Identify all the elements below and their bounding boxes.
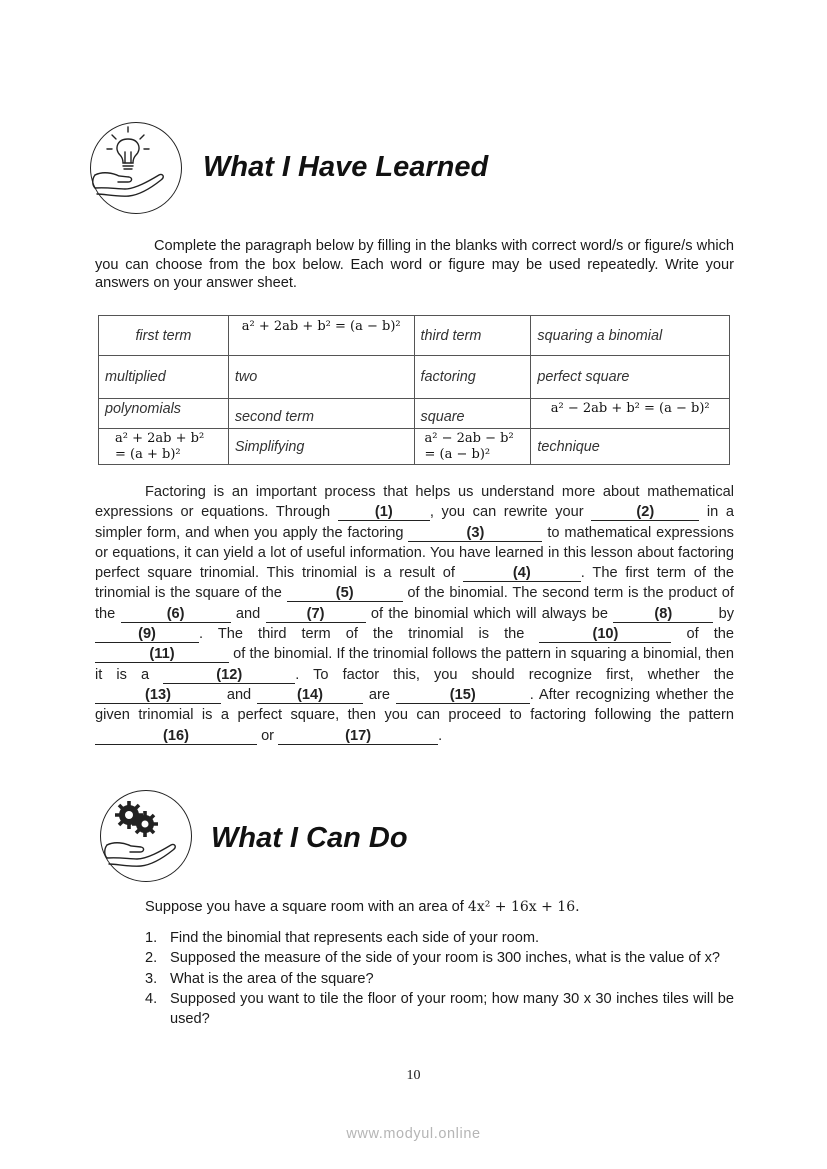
task-list xyxy=(145,928,734,1029)
word-box-cell: first term xyxy=(99,316,229,356)
paragraph-text: of the binomial. The second term is the product of the xyxy=(95,585,734,622)
blank-16: (16) xyxy=(95,728,257,745)
word-box-cell: squaring a binomial xyxy=(531,316,730,356)
paragraph-text: . xyxy=(438,727,443,744)
word-box-cell: second term xyxy=(228,399,414,429)
math-line: = (a + b)² xyxy=(115,446,181,462)
task-intro xyxy=(145,899,580,915)
math-line: a² + 2ab + b² xyxy=(115,430,205,446)
word-box-cell: third term xyxy=(414,316,531,356)
item-number: 3. xyxy=(145,970,158,987)
area-expression: 4x² + 16x + 16. xyxy=(467,899,580,915)
blank-6: (6) xyxy=(121,606,231,623)
paragraph-text: and xyxy=(235,605,261,622)
list-item xyxy=(145,928,734,948)
paragraph-text: of the binomial which will always be xyxy=(370,605,608,622)
word-box-cell: a² − 2ab + b² = (a − b)² xyxy=(531,399,730,429)
blank-11: (11) xyxy=(95,646,229,663)
item-text: Find the binomial that represents each side of your room. xyxy=(170,930,540,946)
page-number: 10 xyxy=(406,1068,421,1083)
gears-hand-icon xyxy=(100,790,192,882)
blank-10: (10) xyxy=(539,626,671,643)
paragraph-text: of the xyxy=(686,626,735,643)
word-box xyxy=(98,315,730,465)
word-box-cell: a² + 2ab + b² = (a − b)² xyxy=(228,316,414,356)
item-text: What is the area of the square? xyxy=(170,970,374,987)
paragraph-text: Factoring is an important process that helps us understand more about mathematical expressions or equations. Through xyxy=(95,484,734,521)
watermark: www.modyul.online xyxy=(346,1126,481,1142)
paragraph-text: of the binomial. If the trinomial follows the pattern in squaring a binomial, then it is a xyxy=(95,646,734,683)
paragraph-text: . After recognizing whether the given trinomial is a perfect square, then you can proceed to factoring following the pattern xyxy=(95,686,734,724)
item-number: 4. xyxy=(145,990,158,1007)
list-item xyxy=(145,969,734,989)
fill-in-paragraph xyxy=(95,482,734,746)
list-item xyxy=(145,948,734,968)
blank-13: (13) xyxy=(95,687,221,704)
blank-15: (15) xyxy=(396,687,530,704)
word-box-cell: polynomials xyxy=(99,399,229,429)
item-number: 1. xyxy=(145,930,158,946)
instructions: Complete the paragraph below by filling in the blanks with correct word/s or figure/s which you can choose from the box below. Each word or figure may be used repeatedly. Write your answers on your answer sheet. xyxy=(95,238,734,291)
paragraph-text: . The third term of the trinomial is the xyxy=(199,626,525,643)
paragraph-text: and xyxy=(226,686,252,703)
blank-1: (1) xyxy=(338,504,430,521)
item-number: 2. xyxy=(145,950,158,967)
word-box-cell: factoring xyxy=(414,356,531,399)
word-box-cell: perfect square xyxy=(531,356,730,399)
list-item xyxy=(145,989,734,1030)
task-intro-text: Suppose you have a square room with an area of xyxy=(145,899,464,915)
section-title-what-i-have-learned: What I Have Learned xyxy=(203,151,489,183)
blank-3: (3) xyxy=(408,525,542,542)
math-line: a² − 2ab − b² xyxy=(424,430,514,446)
math-line: = (a − b)² xyxy=(424,446,491,462)
paragraph-text: in a simpler form, and when you apply the factoring xyxy=(95,504,735,541)
blank-5: (5) xyxy=(287,585,403,602)
word-box-cell: technique xyxy=(531,429,730,465)
paragraph-text: by xyxy=(718,605,734,622)
word-box-cell: two xyxy=(228,356,414,399)
paragraph-text: are xyxy=(368,686,390,703)
paragraph-text: . The first term of the trinomial is the square of the xyxy=(95,565,734,602)
lightbulb-hand-icon xyxy=(90,122,182,214)
word-box-cell xyxy=(414,429,531,465)
paragraph-text: . To factor this, you should recognize first, whether the xyxy=(295,666,735,683)
blank-14: (14) xyxy=(257,687,363,704)
blank-7: (7) xyxy=(266,606,366,623)
item-text: Supposed you want to tile the floor of your room; how many 30 x 30 inches tiles will be used? xyxy=(170,990,734,1028)
blank-4: (4) xyxy=(463,565,581,582)
blank-9: (9) xyxy=(95,626,199,643)
item-text: Supposed the measure of the side of your room is 300 inches, what is the value of x? xyxy=(170,950,721,967)
word-box-cell xyxy=(99,429,229,465)
paragraph-text: to mathematical expressions or equations, it can yield a lot of useful information. You have learned in this lesson about factoring perfect square trinomial. This trinomial is a result of xyxy=(95,524,734,582)
section-title-what-i-can-do: What I Can Do xyxy=(211,822,408,854)
blank-8: (8) xyxy=(613,606,713,623)
word-box-cell: Simplifying xyxy=(228,429,414,465)
blank-12: (12) xyxy=(163,667,295,684)
paragraph-text: , you can rewrite your xyxy=(429,504,584,521)
word-box-cell: square xyxy=(414,399,531,429)
word-box-cell: multiplied xyxy=(99,356,229,399)
paragraph-text: or xyxy=(261,727,275,744)
blank-17: (17) xyxy=(278,728,438,745)
blank-2: (2) xyxy=(591,504,699,521)
